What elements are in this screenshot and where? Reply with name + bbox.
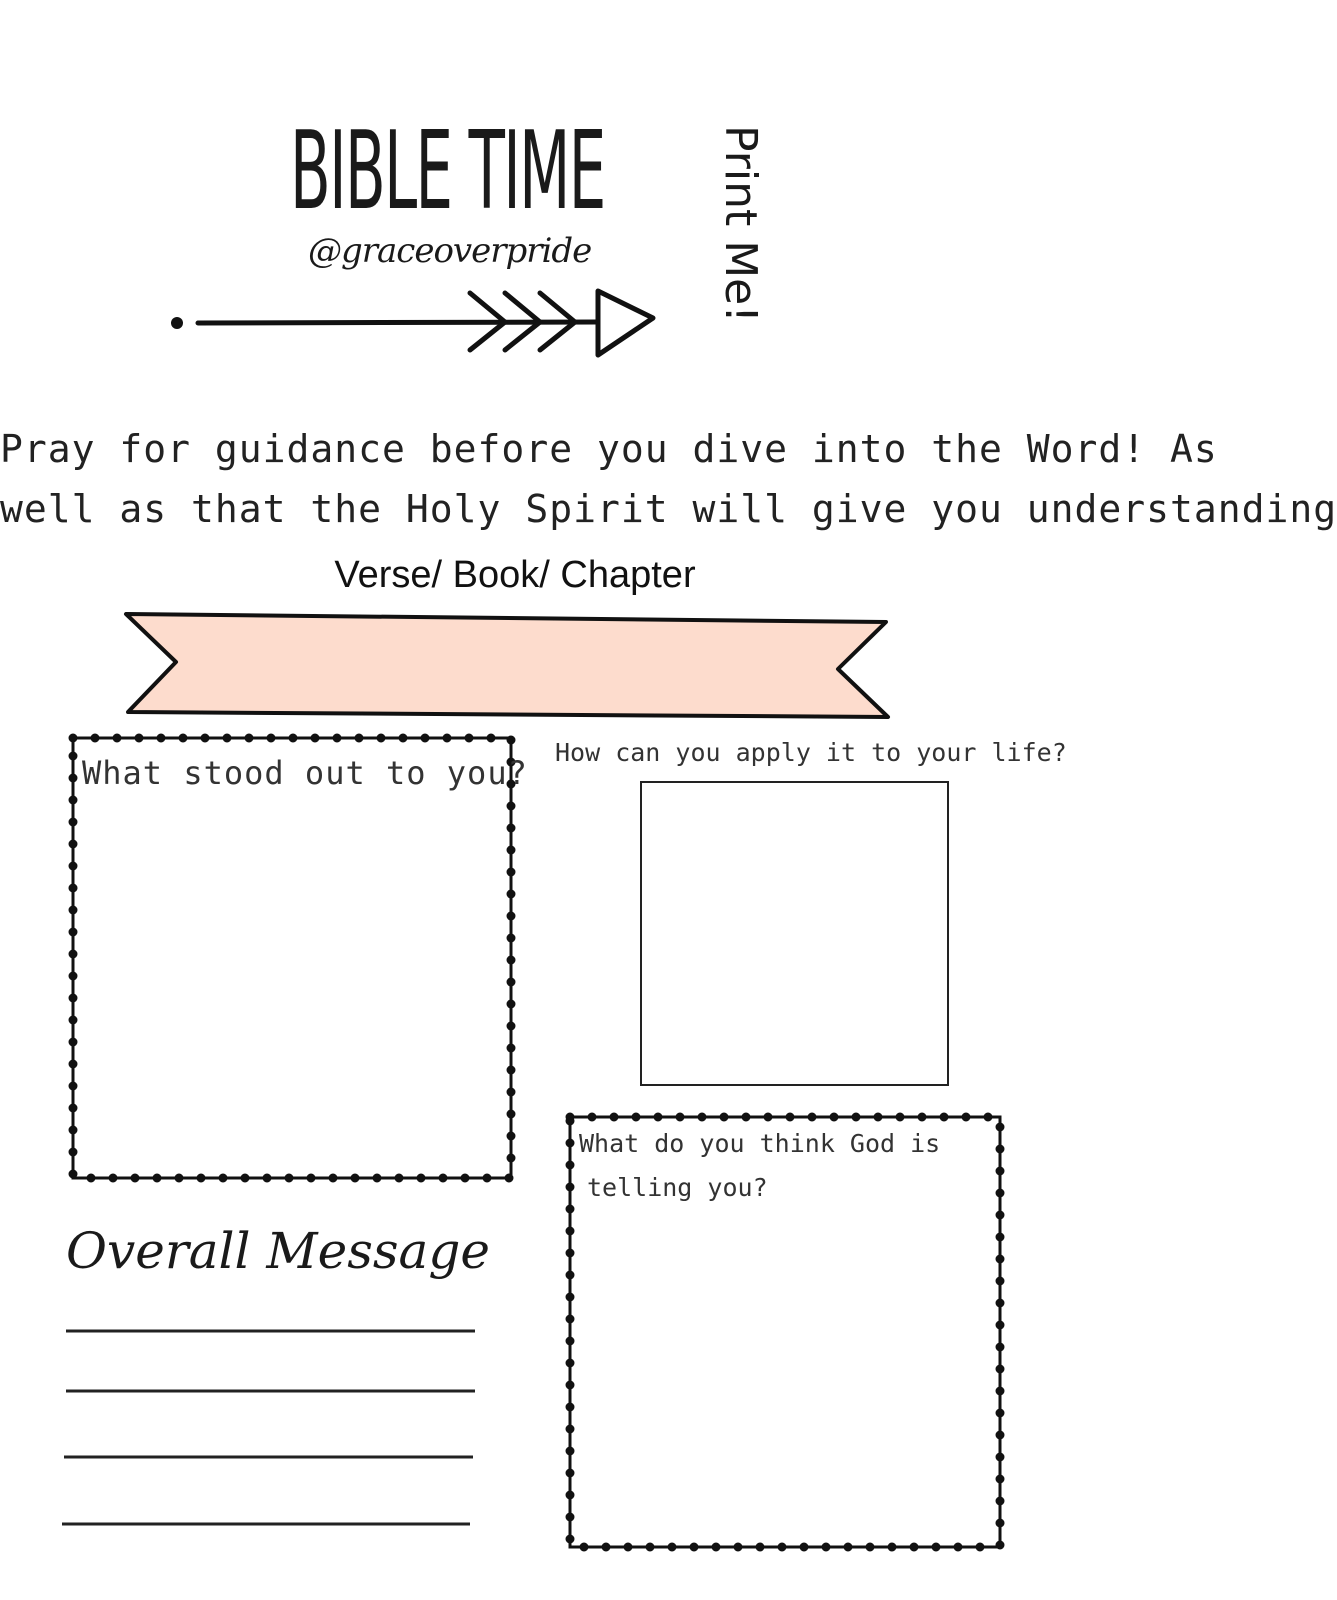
prayer-instruction-line-1: Pray for guidance before you dive into the Word! As: [0, 427, 1218, 471]
verse-book-chapter-label: Verse/ Book/ Chapter: [334, 554, 696, 596]
god-telling-prompt-line-2: telling you?: [587, 1173, 768, 1202]
stood-out-prompt: What stood out to you?: [82, 754, 528, 792]
prayer-instruction-line-2: well as that the Holy Spirit will give you understanding: [0, 487, 1337, 531]
apply-prompt: How can you apply it to your life?: [555, 738, 1067, 767]
overall-message-heading: Overall Message: [66, 1222, 490, 1280]
page-title: BIBLE TIME: [290, 109, 605, 234]
arrow-icon: [171, 291, 653, 355]
god-telling-prompt-line-1: What do you think God is: [579, 1129, 941, 1158]
apply-box[interactable]: [641, 782, 948, 1085]
print-me-note: Print Me!: [715, 125, 766, 323]
author-handle: @graceoverpride: [308, 231, 592, 271]
stood-out-box[interactable]: [73, 738, 511, 1178]
verse-banner: [126, 614, 888, 717]
